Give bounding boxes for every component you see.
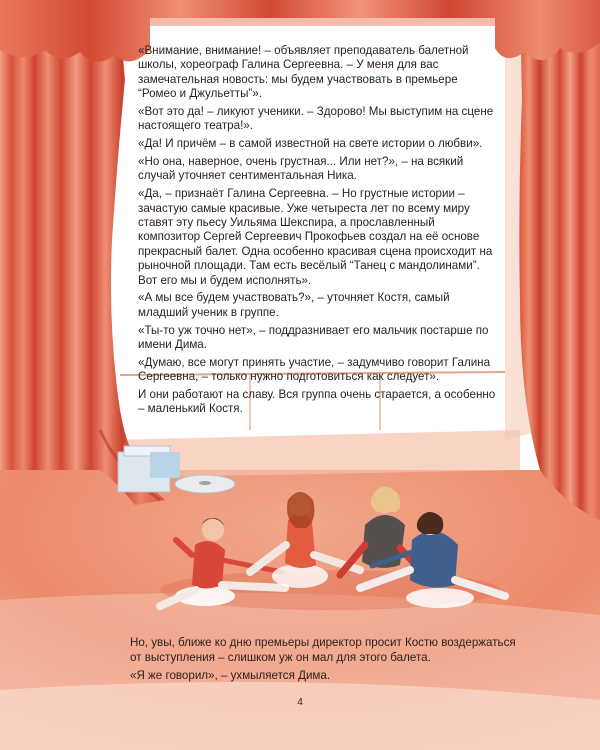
paragraph: «Внимание, внимание! – объявляет преподаватель балетной школы, хореограф Галина Сергеевна. – У меня для вас замечательная новость: мы будем участвовать в премьере “Ромео и Джульетты”». — [138, 44, 469, 101]
paragraph: «А мы все будем участвовать?», – уточняет Костя, самый младший ученик в группе. — [138, 291, 450, 319]
paragraph: «Да, – признаёт Галина Сергеевна. – Но грустные истории – зачастую самые красивые. Уже четыреста лет по всему миру ставят эту пьесу Уильяма Шекспира, а прославленный композитор Сергей Сергеевич Прокофьев создал на её основе прекрасный балет. Одна особенно красивая сцена происходит на рыночной площади. Там есть весёлый “Танец с мандолинами”. Вот его мы и будем исполнять». — [138, 187, 493, 287]
page-number: 4 — [297, 697, 303, 708]
paragraph: Но, увы, ближе ко дню премьеры директор просит Костю воздержаться от выступления – слишком уж он мал для этого балета. — [130, 636, 516, 664]
story-text-bottom — [130, 636, 530, 688]
paragraph: «Ты-то уж точно нет», – поддразнивает его мальчик постарше по имени Дима. — [138, 323, 489, 352]
paragraph: «Да! И причём – в самой известной на свете истории о любви». — [138, 137, 483, 151]
story-text — [138, 44, 498, 420]
paragraph: И они работают на славу. Вся группа очень старается, а особенно – маленький Костя. — [138, 388, 496, 416]
paragraph: «Но она, наверное, очень грустная... Или нет?», – на всякий случай уточняет сентиментальная Ника. — [138, 155, 464, 183]
paragraph: «Думаю, все могут принять участие, – задумчиво говорит Галина Сергеевна, – только нужно подготовиться как следует». — [138, 355, 491, 384]
paragraph: «Вот это да! – ликуют ученики. – Здорово! Мы выступим на сцене настоящего театра!». — [138, 105, 494, 133]
paragraph: «Я же говорил», – ухмыляется Дима. — [130, 669, 331, 683]
